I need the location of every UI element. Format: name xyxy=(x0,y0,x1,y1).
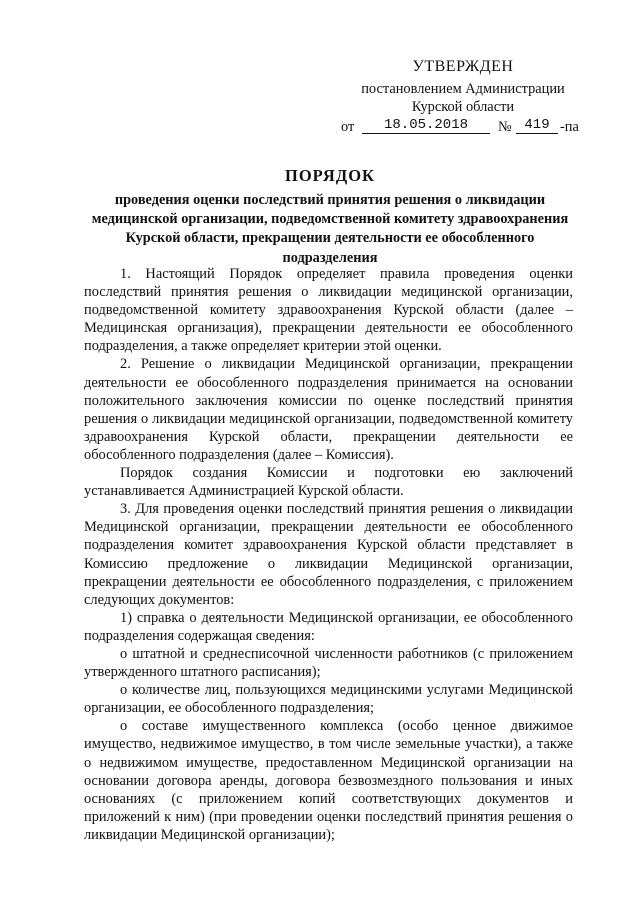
number-label: № xyxy=(498,119,512,135)
document-title: ПОРЯДОК xyxy=(285,166,375,185)
from-label: от xyxy=(341,119,355,135)
approval-line-2: Курской области xyxy=(411,99,515,115)
approval-number: 419 xyxy=(516,118,558,134)
document-heading xyxy=(80,166,580,268)
paragraph: о количестве лиц, пользующихся медицинскими услугами Медицинской организации, ее обособленного подразделения; xyxy=(84,682,573,717)
document-subtitle: проведения оценки последствий принятия решения о ликвидации медицинской организации, подведомственной комитету здравоохранения Курской области, прекращении деятельности ее обособленного подразделения xyxy=(91,192,569,266)
approval-stamp xyxy=(338,58,588,138)
approval-title: УТВЕРЖДЕН xyxy=(412,58,514,75)
paragraph: о составе имущественного комплекса (особо ценное движимое имущество, недвижимое имущество, в том числе земельные участки), а также о недвижимом имуществе, предоставленном Медицинской организации на основании договора аренды, договора безвозмездного пользования и иных основаниях (с приложением копий соответствующих документов и приложений к ним) (при проведении оценки последствий принятия решения о ликвидации Медицинской организации); xyxy=(84,718,573,843)
paragraph: о штатной и среднесписочной численности работников (с приложением утвержденного штатного расписания); xyxy=(84,645,573,681)
approval-line-1: постановлением Администрации xyxy=(361,81,565,97)
approval-date-line xyxy=(338,118,588,138)
approval-date: 18.05.2018 xyxy=(362,118,490,134)
number-suffix: -па xyxy=(560,119,579,135)
paragraph: 1) справка о деятельности Медицинской организации, ее обособленного подразделения содержащая сведения: xyxy=(84,609,573,644)
document-body xyxy=(84,265,573,844)
paragraph: 3. Для проведения оценки последствий принятия решения о ликвидации Медицинской организации, прекращении деятельности ее обособленного подразделения комитет здравоохранения Курской области представляет в Комиссию предложение о ликвидации Медицинской организации, прекращении деятельности ее обособленного подразделения, с приложением следующих документов: xyxy=(84,501,573,608)
paragraph: 1. Настоящий Порядок определяет правила проведения оценки последствий принятия решения о ликвидации медицинской организации, подведомственной комитету здравоохранения Курской области (далее – Медицинская организация), прекращении деятельности ее обособленного подразделения, а также определяет критерии этой оценки. xyxy=(84,266,573,355)
paragraph: 2. Решение о ликвидации Медицинской организации, прекращении деятельности ее обособленного подразделения принимается на основании положительного заключения комиссии по оценке последствий принятия решения о ликвидации медицинской организации, подведомственной комитету здравоохранения Курской области, прекращении деятельности ее обособленного подразделения (далее – Комиссия). xyxy=(84,356,573,463)
paragraph: Порядок создания Комиссии и подготовки ею заключений устанавливается Администрацией Курской области. xyxy=(84,465,573,500)
